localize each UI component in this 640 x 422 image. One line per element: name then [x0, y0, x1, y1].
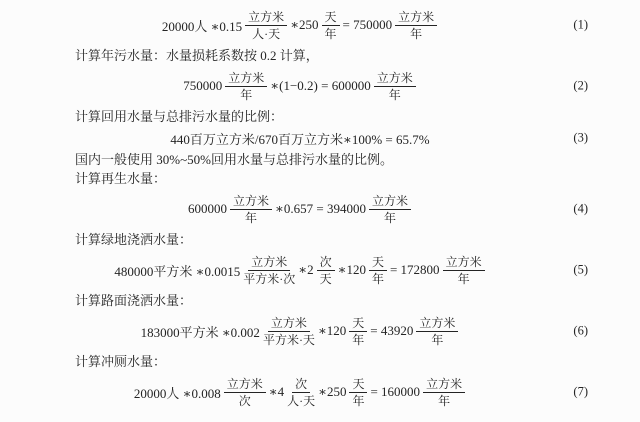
fraction-denominator: 年 [245, 210, 258, 225]
fraction-denominator: 平方米·天 [262, 332, 315, 347]
equation-term: = 43920 [370, 323, 414, 338]
fraction-numerator: 立方米 [369, 194, 411, 210]
equation-term: 20000人 ∗0.008 [133, 385, 221, 401]
fraction [230, 194, 272, 225]
paragraph: 计算回用水量与总排污水量的比例： [75, 109, 284, 124]
paragraph: 国内一般使用 30%~50%回用水量与总排污水量的比例。 [75, 152, 393, 167]
fraction [322, 10, 340, 41]
fraction-denominator: 次 [238, 393, 251, 408]
fraction-numerator: 立方米 [374, 71, 416, 87]
fraction [423, 377, 465, 408]
fraction-denominator: 年 [324, 26, 337, 41]
fraction [395, 10, 437, 41]
fraction-denominator: 年 [457, 271, 470, 286]
fraction-denominator: 天 [319, 271, 332, 286]
fraction [443, 255, 485, 286]
fraction-denominator: 年 [352, 393, 365, 408]
equation-number: (7) [573, 384, 588, 399]
fraction-numerator: 立方米 [443, 255, 485, 271]
fraction-denominator: 年 [388, 87, 401, 102]
equation-term: = 172800 [389, 262, 440, 277]
fraction [416, 316, 458, 347]
equation [0, 249, 640, 291]
fraction-numerator: 立方米 [225, 71, 267, 87]
paragraph: 计算冲厕水量： [75, 354, 167, 369]
equation-term: ∗(1−0.2) = 600000 [270, 78, 371, 93]
fraction-denominator: 年 [431, 332, 444, 347]
equation-number: (4) [573, 201, 588, 216]
fraction-numerator: 立方米 [423, 377, 465, 393]
equation-term: 183000平方米 ∗0.002 [140, 324, 260, 340]
equation-content [187, 194, 413, 225]
equation-content [169, 129, 430, 148]
fraction-denominator: 人·天 [252, 26, 281, 41]
fraction [243, 255, 295, 286]
equation-content [113, 255, 486, 286]
equation [0, 188, 640, 230]
fraction [349, 316, 367, 347]
fraction-numerator: 天 [349, 316, 367, 332]
fraction-numerator: 立方米 [245, 10, 287, 26]
equation-content [133, 377, 467, 408]
equation-term: ∗250 [290, 17, 319, 32]
equation-term: = 160000 [370, 384, 421, 399]
fraction-denominator: 平方米·次 [243, 271, 296, 286]
paragraph: 计算路面浇洒水量： [75, 293, 193, 308]
fraction-numerator: 次 [292, 377, 310, 393]
fraction [225, 71, 267, 102]
equation [0, 310, 640, 352]
equation-term: 440百万立方米/670百万立方米∗100% = 65.7% [170, 131, 430, 147]
fraction [369, 194, 411, 225]
equation-term: ∗2 [298, 262, 314, 277]
equation-term: 600000 [188, 201, 228, 216]
equation [0, 65, 640, 107]
fraction [245, 10, 287, 41]
fraction [369, 255, 387, 286]
equation [0, 126, 640, 150]
fraction-numerator: 立方米 [416, 316, 458, 332]
paragraph: 计算再生水量： [75, 171, 167, 186]
fraction-numerator: 立方米 [230, 194, 272, 210]
equation-content [161, 10, 439, 41]
fraction-denominator: 年 [352, 332, 365, 347]
fraction-denominator: 年 [410, 26, 423, 41]
equation-number: (3) [573, 130, 588, 145]
equation [0, 371, 640, 413]
equation-term: ∗120 [317, 323, 347, 338]
equation-content [182, 71, 417, 102]
equation-number: (6) [573, 323, 588, 338]
equation-term: = 750000 [342, 17, 393, 32]
fraction-denominator: 年 [438, 393, 451, 408]
equation-term: ∗4 [268, 384, 285, 399]
fraction-numerator: 天 [322, 10, 340, 26]
fraction [287, 377, 315, 408]
fraction-numerator: 立方米 [248, 255, 290, 271]
fraction-numerator: 立方米 [268, 316, 310, 332]
equation-content [140, 316, 461, 347]
fraction [374, 71, 416, 102]
paragraph: 计算年污水量：水量损耗系数按 0.2 计算， [75, 48, 319, 63]
fraction [263, 316, 315, 347]
fraction-denominator: 人·天 [287, 393, 316, 408]
fraction-denominator: 年 [240, 87, 253, 102]
fraction-numerator: 次 [317, 255, 335, 271]
fraction-denominator: 年 [383, 210, 396, 225]
equation-term: ∗250 [318, 384, 347, 399]
paragraph: 计算绿地浇洒水量： [75, 232, 193, 247]
equation-number: (1) [573, 17, 588, 32]
equation-term: 20000人 ∗0.15 [161, 18, 243, 34]
equation-number: (5) [573, 262, 588, 277]
fraction [349, 377, 367, 408]
fraction [224, 377, 266, 408]
equation-term: ∗0.657 = 394000 [275, 201, 366, 216]
fraction-denominator: 年 [371, 271, 384, 286]
fraction-numerator: 立方米 [395, 10, 437, 26]
equation [0, 4, 640, 46]
fraction-numerator: 天 [349, 377, 367, 393]
fraction-numerator: 立方米 [224, 377, 266, 393]
equation-term: 750000 [183, 78, 223, 93]
equation-term: ∗120 [337, 262, 366, 277]
fraction-numerator: 天 [369, 255, 387, 271]
equation-term: 480000平方米 ∗0.0015 [114, 263, 241, 279]
fraction [317, 255, 335, 286]
equation-number: (2) [573, 78, 588, 93]
